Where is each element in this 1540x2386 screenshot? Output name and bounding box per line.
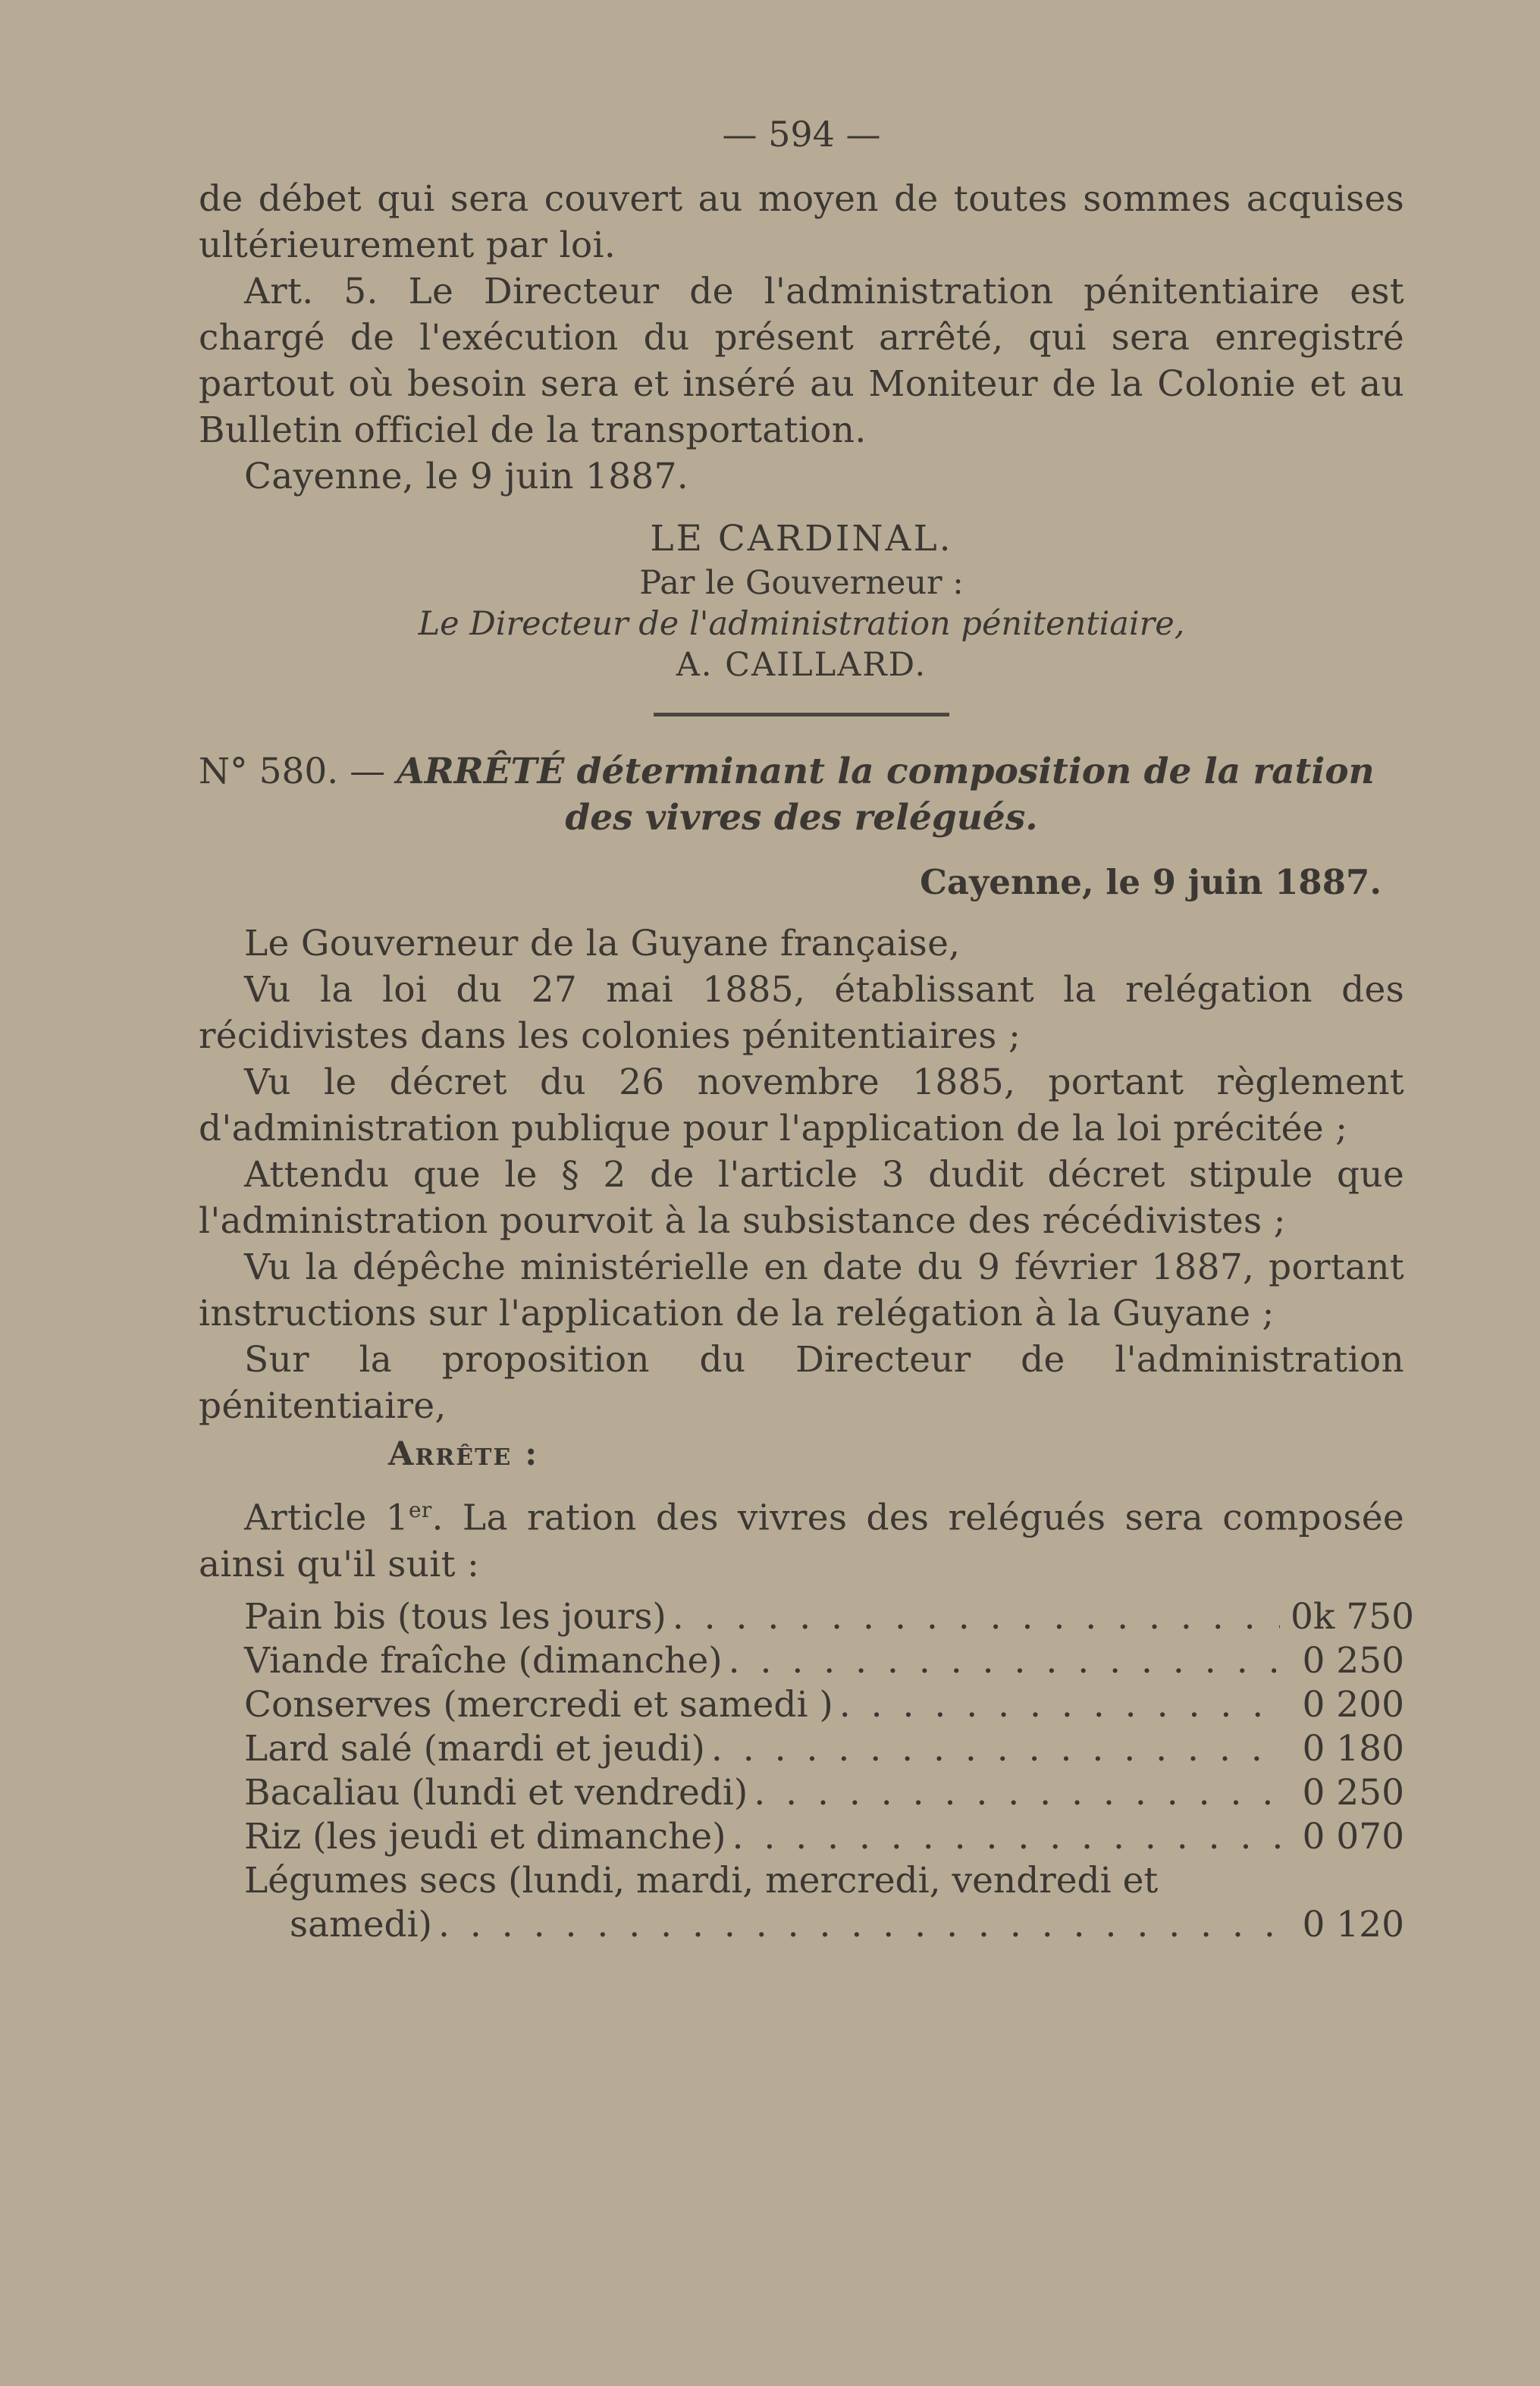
article-5: Art. 5. Le Directeur de l'administration pénitentiaire est chargé de l'exécution du présent arrêté, qui sera enregistré partout où besoin sera et inséré au Moniteur de la Colonie et au Bulletin officiel de la transportation. xyxy=(199,271,1404,451)
document-page xyxy=(199,114,1415,1947)
decree-dateline: Cayenne, le 9 juin 1887. xyxy=(920,862,1382,902)
consideration: Sur la proposition du Directeur de l'administration pénitentiaire, xyxy=(199,1339,1404,1427)
leader-dots xyxy=(729,1639,1280,1683)
ration-label: Lard salé (mardi et jeudi) xyxy=(244,1727,705,1770)
decree-title-line1: ARRÊTÉ déterminant la composition de la ration xyxy=(397,751,1375,792)
leader-dots xyxy=(732,1815,1280,1859)
ration-row xyxy=(199,1815,1404,1859)
ration-amount: 0 250 xyxy=(1302,1639,1404,1682)
ration-label: Viande fraîche (dimanche) xyxy=(244,1639,723,1682)
ration-row xyxy=(199,1639,1404,1683)
ration-label: Bacaliau (lundi et vendredi) xyxy=(244,1771,748,1814)
ration-amount: 0 070 xyxy=(1302,1815,1404,1858)
leader-dots xyxy=(438,1903,1280,1947)
decree-number: N° 580. — xyxy=(199,751,386,792)
preamble-opening: Le Gouverneur de la Guyane française, xyxy=(244,923,961,964)
ration-amount: 0 250 xyxy=(1302,1771,1404,1814)
signature-by-line: Par le Gouverneur : xyxy=(639,564,964,602)
consideration: Vu le décret du 26 novembre 1885, portant règlement d'administration publique pour l'application de la loi précitée ; xyxy=(199,1061,1404,1149)
article-1 xyxy=(199,1487,1404,1588)
signature-role: Le Directeur de l'administration pénitentiaire, xyxy=(418,605,1185,643)
continued-paragraph: de débet qui sera couvert au moyen de toutes sommes acquises ultérieurement par loi. xyxy=(199,178,1404,266)
ration-row xyxy=(199,1727,1404,1771)
article-1-text: . La ration des vivres des relégués sera composée ainsi qu'il suit : xyxy=(199,1497,1404,1585)
signatory-name: LE CARDINAL. xyxy=(650,518,953,560)
place-date: Cayenne, le 9 juin 1887. xyxy=(244,456,689,497)
ration-label-line2: samedi) xyxy=(290,1903,432,1945)
consideration: Vu la dépêche ministérielle en date du 9 février 1887, portant instructions sur l'application de la relégation à la Guyane ; xyxy=(199,1246,1404,1334)
ration-amount: 0 200 xyxy=(1302,1683,1404,1726)
page-number: — 594 — xyxy=(722,114,881,155)
article-1-prefix: Article 1 xyxy=(244,1497,409,1539)
ration-amount: 0 120 xyxy=(1302,1903,1404,1945)
signature-official: A. CAILLARD. xyxy=(676,646,927,684)
ration-table xyxy=(199,1595,1415,1947)
leader-dots xyxy=(673,1595,1280,1639)
ration-row xyxy=(199,1859,1404,1947)
decree-title-line2: des vivres des relégués. xyxy=(565,797,1038,839)
ration-amount: 0 180 xyxy=(1302,1727,1404,1770)
leader-dots xyxy=(754,1771,1280,1815)
ration-row xyxy=(199,1771,1404,1815)
article-1-sup: er xyxy=(408,1497,432,1522)
ration-row xyxy=(199,1683,1404,1727)
leader-dots xyxy=(839,1683,1280,1727)
ration-row xyxy=(199,1595,1415,1639)
ration-label: Riz (les jeudi et dimanche) xyxy=(244,1815,726,1858)
arrete-label: Arrête : xyxy=(388,1435,539,1473)
ration-label: Pain bis (tous les jours) xyxy=(244,1595,666,1638)
decree-title xyxy=(199,748,1404,795)
consideration: Vu la loi du 27 mai 1885, établissant la relégation des récidivistes dans les colonies pénitentiaires ; xyxy=(199,969,1404,1057)
consideration: Attendu que le § 2 de l'article 3 dudit décret stipule que l'administration pourvoit à la subsistance des récédivistes ; xyxy=(199,1154,1404,1242)
section-divider xyxy=(654,713,949,716)
ration-label-line1: Légumes secs (lundi, mardi, mercredi, vendredi et xyxy=(244,1859,1159,1902)
ration-label-continuation xyxy=(244,1903,1404,1947)
ration-amount: 0k 750 xyxy=(1291,1595,1415,1638)
leader-dots xyxy=(711,1727,1280,1771)
ration-label: Conserves (mercredi et samedi ) xyxy=(244,1683,833,1726)
